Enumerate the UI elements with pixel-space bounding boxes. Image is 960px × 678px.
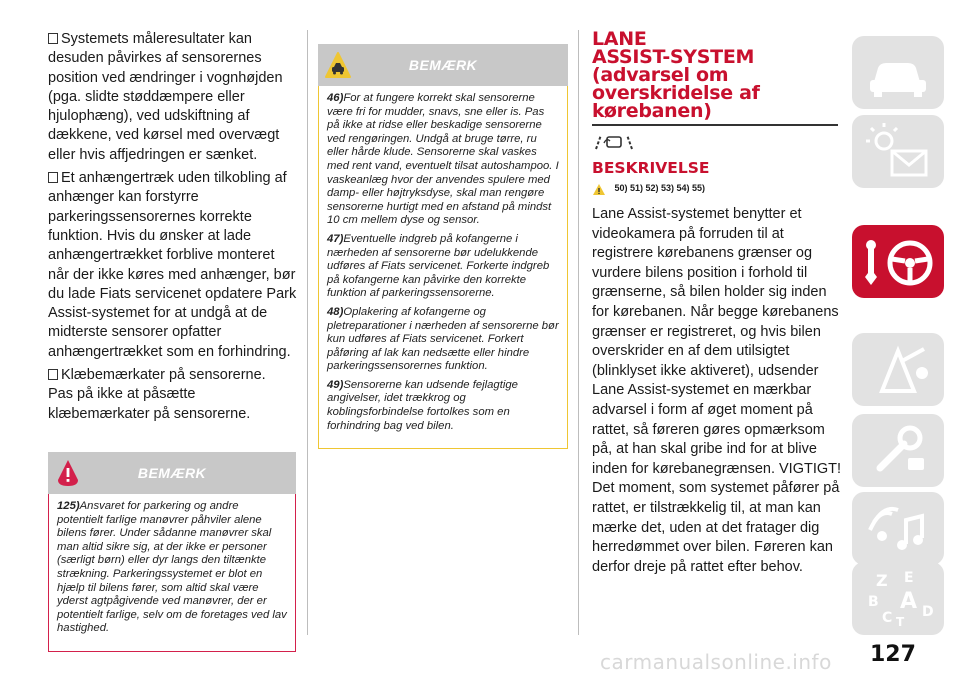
note-title: BEMÆRK <box>408 57 478 73</box>
note-item: 47)Eventuelle indgreb på kofangerne i nærheden af sensorerne bør udelukkende udføres af Fiats servicenet. Forkerte indgreb på kofangerne kan påvirke den korrekte funktion af parkeringssensorerne. <box>327 232 550 300</box>
right-column <box>592 30 842 577</box>
bullet-item: Klæbemærkater på sensorerne. <box>48 366 298 385</box>
note-item: 46)For at fungere korrekt skal sensorerne være fri for mudder, snavs, sne eller is. Pas på ikke at ridse eller beskadige sensorerne ved rengøringen. Undgå at bruge tørre, ru eller hårde klude. Sensorerne skal vaskes med rent vand, eventuelt tilsat autoshampoo. I vaskeanlæg hvor der anvendes spulere med damp- eller højtryksdyse, skal man rengøre sensorerne hurtigt med en afstand på mindst 10 cm mellem dyse og sensor. <box>327 92 559 227</box>
breakdown-triangle-icon <box>852 333 944 406</box>
svg-text:B: B <box>868 594 879 610</box>
caution-triangle-icon <box>592 183 606 196</box>
note-item: 125)Ansvaret for parkering og andre potentielt farlige manøvrer påhviler alene bilens fører. Under sådanne manøvrer skal man altid sikre sig, at der ikke er personer (særligt børn) eller dyr langs den tiltænkte strækning. Parkeringssystemet er blot en hjælp til bilens fører, som altid skal være yderst agtpågivende ved manøvrer, der er potentielt farlige, selv om de foretages ved lav hastighed. <box>57 499 287 635</box>
column-divider <box>578 30 579 635</box>
sidebar-tab-car[interactable] <box>852 36 944 109</box>
note-body <box>318 86 568 449</box>
sidebar-tab-warning-lights[interactable] <box>852 115 944 188</box>
multimedia-icon <box>852 492 944 565</box>
note-number: 125) <box>57 499 80 512</box>
car-icon <box>852 36 944 109</box>
lane-assist-icon <box>592 131 636 151</box>
svg-text:Z: Z <box>876 571 888 590</box>
warning-note <box>48 452 296 652</box>
caution-note <box>318 44 568 449</box>
warning-lights-icon <box>852 115 944 188</box>
middle-column <box>318 44 568 449</box>
watermark: carmanualsonline.info <box>600 650 832 674</box>
svg-text:A: A <box>900 589 918 614</box>
page-number: 127 <box>870 642 916 667</box>
left-column <box>48 30 298 652</box>
sidebar-tab-index[interactable] <box>852 562 944 635</box>
title-underline <box>592 124 838 126</box>
sidebar-tab-service[interactable] <box>852 414 944 487</box>
body-text: Lane Assist-systemet benytter et videokamera på forruden til at registrere kørebanens grænser og vurdere bilens position i forhold til grænserne, så bilen holder sig inden for kørebanen. Når begge kørebanens grænser er registreret, og hvis bilen overskrider en af dem utilsigtet (blinklyset ikke aktiveret), udsender Lane Assist-systemet en mærkbar advarsel i form af øget moment på rattet, så føreren gøres opmærksom på, at han skal gribe ind for at blive inden for kørebanegrænsen. VIGTIGT! Det moment, som systemet påfører på rattet, er tilstrækkelig til, at man kan mærke det, uden at det fratager dig herredømmet over bilen. Føreren kan derfor dreje på rattet efter behov. <box>592 206 842 575</box>
bullet-item: Systemets måleresultater kan desuden påvirkes af sensorernes position ved ændringer i vognhøjden (pga. slidte støddæmpere eller hjulophæng), ved udskiftning af dækkene, ved kørsel med overvægt eller hvis affjedringen er sænket. <box>48 31 283 163</box>
cross-references <box>592 181 842 197</box>
svg-text:C: C <box>882 610 893 626</box>
svg-text:T: T <box>896 615 905 629</box>
sidebar-tab-multimedia[interactable] <box>852 492 944 565</box>
note-title: BEMÆRK <box>137 464 207 481</box>
note-body <box>48 494 296 652</box>
svg-text:D: D <box>922 604 934 620</box>
column-divider <box>307 30 308 635</box>
checkbox-bullet-icon <box>48 369 58 380</box>
reference-numbers: 50) 51) 52) 53) 54) 55) <box>614 183 706 193</box>
checkbox-bullet-icon <box>48 172 58 183</box>
service-wrench-icon <box>852 414 944 487</box>
sidebar-tab-breakdown[interactable] <box>852 333 944 406</box>
index-letters-icon <box>852 562 944 635</box>
note-item: 49)Sensorerne kan udsende fejlagtige angivelser, idet trækkrog og koblingsforbindelse fortolkes som en forhindring bag ved bilen. <box>327 378 518 432</box>
section-subtitle: BESKRIVELSE <box>592 159 710 177</box>
note-header <box>48 452 296 494</box>
note-header <box>318 44 568 86</box>
sidebar-tab-steering[interactable] <box>852 225 944 298</box>
section-title: LANE ASSIST-SYSTEM (advarsel om overskridelse af kørebanen) <box>592 28 760 122</box>
svg-text:E: E <box>904 570 914 586</box>
bullet-item: Et anhængertræk uden tilkobling af anhænger kan forstyrre parkeringssensorernes korrekte funktion. Hvis du ønsker at lade anhængertrækket forblive monteret når der ikke køres med anhænger, bør du lade Fiats servicenet opdatere Park Assist-systemet for at undgå at de midterste sensorer opfatter anhængertrækket som en forhindring. <box>48 170 297 360</box>
note-item: 48)Oplakering af kofangerne og pletreparationer i nærheden af sensorerne bør kun udføres af Fiats servicenet. Forkert påføring af lak kan nedsætte eller hindre parkeringssensorernes funktion. <box>327 305 559 373</box>
paragraph: Pas på ikke at påsætte klæbemærkater på sensorerne. <box>48 386 251 422</box>
checkbox-bullet-icon <box>48 33 58 44</box>
steering-key-icon <box>852 225 944 298</box>
